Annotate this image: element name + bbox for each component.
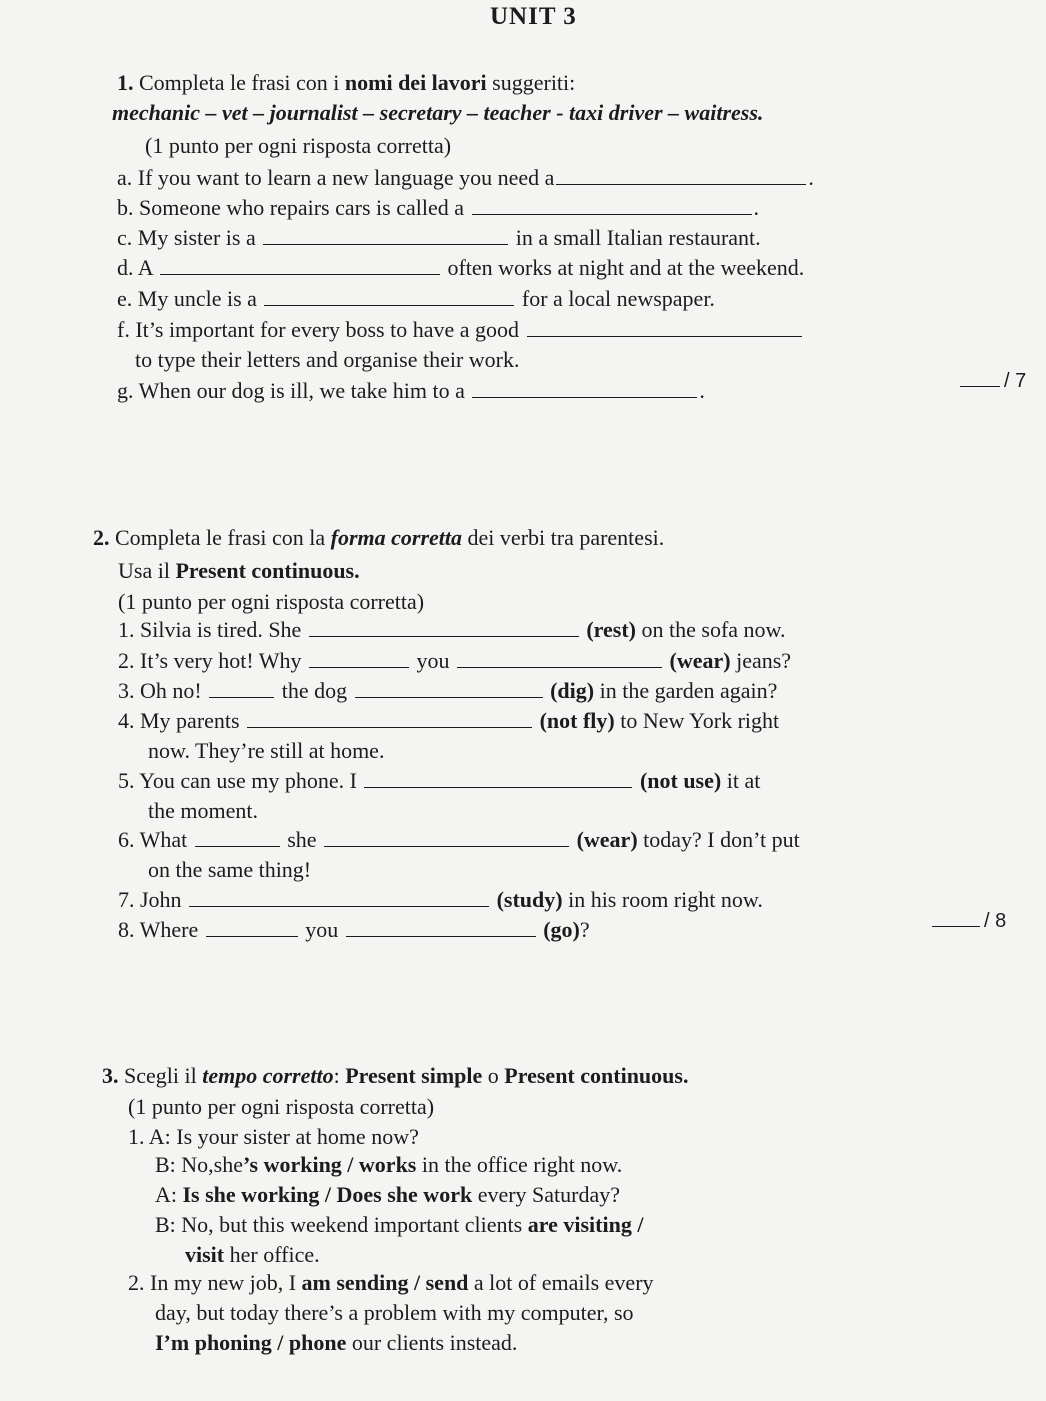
answer-blank[interactable] <box>206 918 298 937</box>
ex3-number: 3. <box>102 1063 119 1088</box>
ex2-points: (1 punto per ogni risposta corretta) <box>118 589 425 614</box>
ex2-tense-note <box>118 558 360 584</box>
item-text: . <box>808 165 814 190</box>
item-text: jeans? <box>730 648 792 673</box>
answer-blank[interactable] <box>457 649 662 668</box>
ex1-item-d <box>117 255 804 281</box>
ex3-dialogue-1a: 1. A: Is your sister at home now? <box>128 1124 419 1149</box>
ex2-instr-italic: forma corretta <box>330 525 463 550</box>
item-text: . <box>699 378 705 403</box>
item-text: for a local newspaper. <box>521 286 715 311</box>
choice-options[interactable]: am sending / send <box>301 1270 469 1295</box>
ex1-instr-bold: nomi dei lavori <box>344 70 487 95</box>
item-text: it at <box>721 768 761 793</box>
answer-blank[interactable] <box>556 166 806 185</box>
ex1-item-b <box>117 195 759 221</box>
ex3-dialogue-1e <box>185 1242 320 1268</box>
answer-blank[interactable] <box>160 256 440 275</box>
item-text: 7. John <box>118 887 182 912</box>
choice-options[interactable]: are visiting / <box>527 1212 644 1237</box>
answer-blank[interactable] <box>247 709 532 728</box>
score-total: / 8 <box>984 910 1007 932</box>
ex2-sentence-8 <box>118 917 590 943</box>
answer-blank[interactable] <box>309 649 409 668</box>
item-text: a lot of emails every <box>468 1270 654 1295</box>
ex2-sentence-2 <box>118 648 791 674</box>
answer-blank[interactable] <box>364 769 632 788</box>
score-blank[interactable] <box>932 908 980 927</box>
answer-blank[interactable] <box>263 226 508 245</box>
ex3-item-2a <box>128 1270 654 1296</box>
item-text: her office. <box>224 1242 320 1267</box>
ex2-instruction <box>93 525 664 551</box>
ex1-instr-text: Completa le frasi con i <box>139 70 345 95</box>
ex2-use-bold: Present continuous. <box>175 558 360 583</box>
ex3-item-2c <box>155 1330 517 1356</box>
ex1-score <box>958 368 1026 393</box>
choice-options[interactable]: I’m phoning / phone <box>155 1330 347 1355</box>
ex1-item-g <box>117 378 705 404</box>
item-text: in the office right now. <box>416 1152 623 1177</box>
ex3-dialogue-1b <box>155 1152 622 1178</box>
item-text: 5. You can use my phone. I <box>118 768 357 793</box>
answer-blank[interactable] <box>309 618 579 637</box>
ex1-points: (1 punto per ogni risposta corretta) <box>145 133 452 158</box>
ex3-tense-continuous: Present continuous. <box>504 1063 689 1088</box>
ex1-number: 1. <box>117 70 134 95</box>
item-text: g. When our dog is ill, we take him to a <box>117 378 465 403</box>
item-text: often works at night and at the weekend. <box>447 255 805 280</box>
item-text: 8. Where <box>118 917 199 942</box>
item-text: in a small Italian restaurant. <box>515 225 761 250</box>
item-text: 2. In my new job, I <box>128 1270 302 1295</box>
item-text: 2. It’s very hot! Why <box>118 648 302 673</box>
ex2-sentence-5 <box>118 768 760 794</box>
verb-hint: (dig) <box>550 678 595 703</box>
item-text: B: No, but this weekend important clients <box>155 1212 528 1237</box>
item-text: b. Someone who repairs cars is called a <box>117 195 464 220</box>
item-text: 1. Silvia is tired. She <box>118 617 302 642</box>
ex2-sentence-6-cont: on the same thing! <box>148 857 312 882</box>
item-text: in his room right now. <box>562 887 763 912</box>
item-text: the dog <box>281 678 348 703</box>
ex1-item-e <box>117 286 715 312</box>
item-text: 4. My parents <box>118 708 240 733</box>
score-total: / 7 <box>1004 370 1027 392</box>
ex3-tense-simple: Present simple <box>345 1063 483 1088</box>
item-text: a. If you want to learn a new language you need a <box>117 165 555 190</box>
verb-hint: (not fly) <box>539 708 615 733</box>
item-text: c. My sister is a <box>117 225 256 250</box>
ex3-item-2b: day, but today there’s a problem with my computer, so <box>155 1300 634 1325</box>
answer-blank[interactable] <box>472 379 697 398</box>
item-text: ? <box>579 917 590 942</box>
choice-options[interactable]: ’s working / works <box>243 1152 417 1177</box>
score-blank[interactable] <box>960 368 1000 387</box>
answer-blank[interactable] <box>346 918 536 937</box>
ex2-instr-text: Completa le frasi con la <box>115 525 331 550</box>
item-text: in the garden again? <box>594 678 778 703</box>
ex2-instr-end: dei verbi tra parentesi. <box>462 525 665 550</box>
item-text: 3. Oh no! <box>118 678 202 703</box>
verb-hint: (wear) <box>576 827 638 852</box>
item-text: e. My uncle is a <box>117 286 257 311</box>
ex1-instruction <box>117 70 575 96</box>
ex3-points: (1 punto per ogni risposta corretta) <box>128 1094 435 1119</box>
ex3-dialogue-1d <box>155 1212 643 1238</box>
ex2-sentence-4 <box>118 708 779 734</box>
unit-title: UNIT 3 <box>490 3 577 30</box>
ex1-job-list: mechanic – vet – journalist – secretary – teacher - taxi driver – waitress. <box>112 100 764 125</box>
ex2-sentence-1 <box>118 617 786 643</box>
ex2-number: 2. <box>93 525 110 550</box>
choice-options[interactable]: visit <box>185 1242 225 1267</box>
answer-blank[interactable] <box>324 828 569 847</box>
item-text: A: <box>155 1182 183 1207</box>
ex2-sentence-4-cont: now. They’re still at home. <box>148 738 385 763</box>
ex2-sentence-6 <box>118 827 800 853</box>
item-text: f. It’s important for every boss to have a good <box>117 317 520 342</box>
answer-blank[interactable] <box>527 318 802 337</box>
ex3-instruction <box>102 1063 688 1089</box>
item-text: on the sofa now. <box>636 617 786 642</box>
ex3-instr-or: o <box>482 1063 505 1088</box>
ex3-dialogue-1c <box>155 1182 620 1208</box>
answer-blank[interactable] <box>264 287 514 306</box>
ex2-sentence-7 <box>118 887 763 913</box>
item-text: 6. What <box>118 827 188 852</box>
answer-blank[interactable] <box>472 196 752 215</box>
answer-blank[interactable] <box>195 828 280 847</box>
item-text: B: No,she <box>155 1152 243 1177</box>
verb-hint: (wear) <box>669 648 731 673</box>
item-text: . <box>753 195 759 220</box>
answer-blank[interactable] <box>189 888 489 907</box>
ex3-instr-text: Scegli il <box>124 1063 203 1088</box>
ex2-sentence-3 <box>118 678 777 704</box>
ex2-use-text: Usa il <box>118 558 176 583</box>
answer-blank[interactable] <box>209 679 274 698</box>
verb-hint: (not use) <box>639 768 722 793</box>
verb-hint: (go) <box>543 917 580 942</box>
ex1-instr-end: suggeriti: <box>486 70 576 95</box>
item-text: d. A <box>117 255 153 280</box>
answer-blank[interactable] <box>355 679 543 698</box>
item-text: you <box>305 917 339 942</box>
ex2-sentence-5-cont: the moment. <box>148 798 258 823</box>
ex1-item-f-cont: to type their letters and organise their work. <box>135 347 520 372</box>
item-text: our clients instead. <box>346 1330 518 1355</box>
verb-hint: (study) <box>496 887 563 912</box>
verb-hint: (rest) <box>586 617 636 642</box>
item-text: to New York right <box>614 708 780 733</box>
ex3-instr-colon: : <box>333 1063 346 1088</box>
ex1-item-a <box>117 165 814 191</box>
item-text: every Saturday? <box>472 1182 621 1207</box>
ex1-item-c <box>117 225 761 251</box>
item-text: you <box>416 648 450 673</box>
item-text: she <box>287 827 317 852</box>
ex1-item-f <box>117 317 804 343</box>
item-text: today? I don’t put <box>637 827 800 852</box>
ex2-score <box>930 908 1006 933</box>
choice-options[interactable]: Is she working / Does she work <box>182 1182 473 1207</box>
ex3-instr-italic: tempo corretto <box>202 1063 334 1088</box>
